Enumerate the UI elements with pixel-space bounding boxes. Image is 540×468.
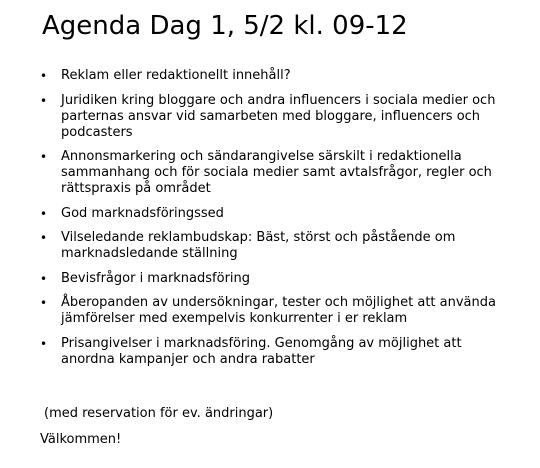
bullet-icon: • [40, 271, 48, 286]
agenda-item [40, 206, 540, 222]
agenda-item-text: Juridiken kring bloggare och andra influencers i sociala medier och parternas ansvar vid samarbeten med bloggare, influencers och podcasters [61, 92, 496, 140]
agenda-list [40, 68, 540, 376]
agenda-item-text: Prisangivelser i marknadsföring. Genomgång av möjlighet att anordna kampanjer och andra rabatter [61, 335, 462, 367]
agenda-item-text: Vilseledande reklambudskap: Bäst, störst och påstående om marknadsledande ställning [61, 230, 456, 261]
agenda-item-text: God marknadsföringssed [61, 205, 224, 221]
reservation-note: (med reservation för ev. ändringar) [44, 406, 274, 421]
agenda-item-text: Bevisfrågor i marknadsföring [61, 270, 251, 286]
bullet-icon: • [40, 93, 48, 108]
bullet-icon: • [40, 206, 48, 221]
bullet-icon: • [40, 336, 48, 351]
agenda-item [40, 68, 540, 84]
bullet-icon: • [40, 296, 48, 310]
agenda-item [40, 230, 540, 262]
bullet-icon: • [40, 69, 48, 83]
agenda-item-text: Annonsmarkering och sändarangivelse särskilt i redaktionella sammanhang och för sociala medier samt avtalsfrågor, regler och rättspraxis på området [61, 149, 492, 196]
bullet-icon: • [40, 150, 48, 164]
agenda-item [40, 149, 540, 197]
bullet-icon: • [40, 231, 48, 245]
slide-title: Agenda Dag 1, 5/2 kl. 09-12 [42, 11, 408, 41]
agenda-item [40, 93, 540, 141]
agenda-item-text: Reklam eller redaktionellt innehåll? [61, 68, 291, 83]
agenda-item-text: Åberopanden av undersökningar, tester och möjlighet att använda jämförelser med exempelvis konkurrenter i er reklam [61, 295, 496, 326]
agenda-item [40, 271, 540, 287]
welcome-text: Välkommen! [40, 432, 122, 447]
agenda-item [40, 295, 540, 327]
agenda-item [40, 336, 540, 368]
